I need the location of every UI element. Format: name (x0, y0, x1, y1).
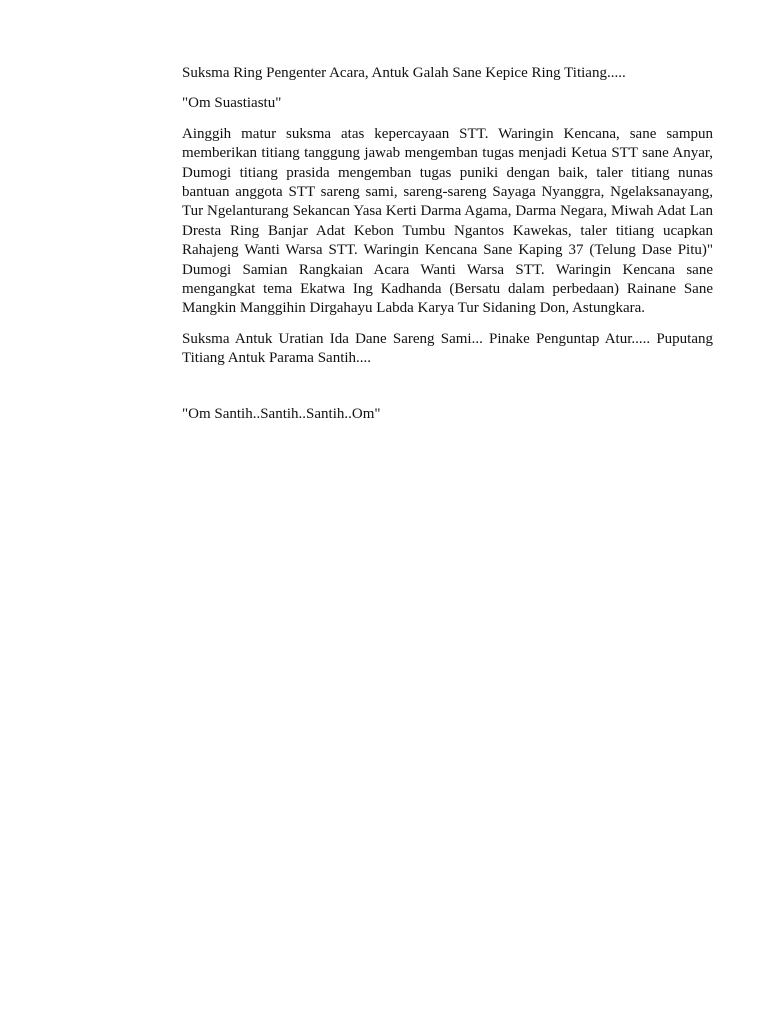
greeting-paragraph: "Om Suastiastu" (182, 95, 282, 112)
closing-paragraph: Suksma Antuk Uratian Ida Dane Sareng Sami... Pinake Penguntap Atur..... Puputang Titiang Antuk Parama Santih.... (182, 330, 713, 367)
body-paragraph: Ainggih matur suksma atas kepercayaan STT. Waringin Kencana, sane sampun memberikan titiang tanggung jawab mengemban tugas menjadi Ketua STT sane Anyar, Dumogi titiang prasida mengemban tugas puniki dengan baik, taler titiang nunas bantuan anggota STT sareng sami, sareng-sareng Sayaga Nyanggra, Ngelaksanayang, Tur Ngelanturang Sekancan Yasa Kerti Darma Agama, Darma Negara, Miwah Adat Lan Dresta Ring Banjar Adat Kebon Tumbu Ngantos Kawekas, taler titiang ucapkan Rahajeng Wanti Warsa STT. Waringin Kencana Sane Kaping 37 (Telung Dase Pitu)" Dumogi Samian Rangkaian Acara Wanti Warsa STT. Waringin Kencana sane mengangkat tema Ekatwa Ing Kadhanda (Bersatu dalam perbedaan) Rainane Sane Mangkin Manggihin Dirgahayu Labda Karya Tur Sidaning Don, Astungkara. (182, 125, 713, 317)
farewell-paragraph: "Om Santih..Santih..Santih..Om" (182, 405, 381, 422)
intro-paragraph: Suksma Ring Pengenter Acara, Antuk Galah Sane Kepice Ring Titiang..... (182, 65, 626, 81)
document-page (182, 64, 713, 424)
